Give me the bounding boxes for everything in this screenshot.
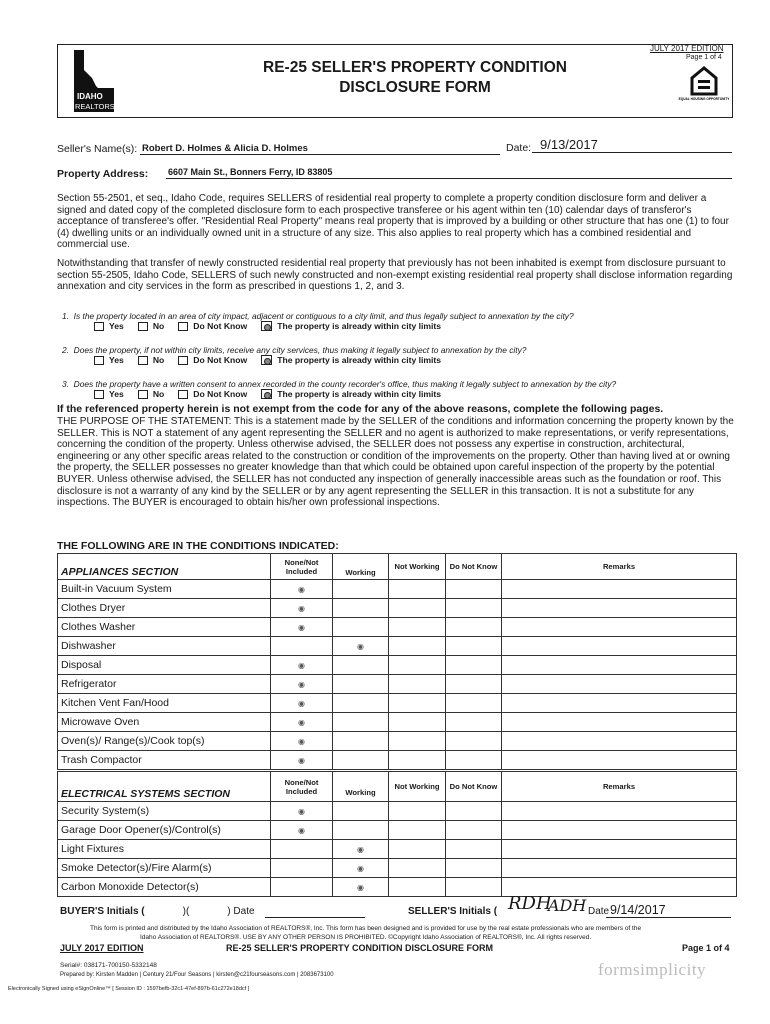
- electrical-row: [58, 840, 737, 859]
- selected-radio-icon: ◉: [298, 584, 305, 594]
- electrical-none-cell[interactable]: [271, 878, 333, 897]
- q3-within-checkbox[interactable]: [261, 389, 272, 399]
- electrical-row: [58, 859, 737, 878]
- appliance-none-cell[interactable]: [271, 675, 333, 694]
- electrical-remarks-cell[interactable]: [502, 821, 737, 840]
- appliance-not-working-cell[interactable]: [389, 656, 446, 675]
- esign-notice: Electronically Signed using eSignOnline™ [ Session ID : 1597befb-32c1-47ef-897b-61c272e18dcf ]: [8, 986, 250, 992]
- electrical-dnk-cell[interactable]: [446, 878, 502, 897]
- appliance-item-label: Built-in Vacuum System: [58, 580, 271, 599]
- appliance-working-cell[interactable]: [333, 580, 389, 599]
- appliance-none-cell[interactable]: [271, 713, 333, 732]
- date-label: Date:: [506, 142, 532, 154]
- electrical-table: [57, 771, 737, 897]
- col-none-2: None/Not Included: [271, 772, 333, 802]
- appliance-none-cell[interactable]: [271, 751, 333, 770]
- col-working-2: Working: [333, 772, 389, 802]
- selected-radio-icon: ◉: [298, 679, 305, 689]
- electrical-working-cell[interactable]: [333, 859, 389, 878]
- q2-dnk-label: Do Not Know: [193, 355, 248, 365]
- intro-paragraph-2: Notwithstanding that transfer of newly constructed residential real property that previously has not been inhabited is exempt from disclosure pursuant to section 55-2505, Idaho Code, SELLERS of such newly constructed and non-exempt existing residential real property shall disclose information regarding annexation and city services in the form as prescribed in questions 1, 2, and 3.: [57, 258, 733, 293]
- selected-radio-icon: ◉: [298, 825, 305, 835]
- appliance-not-working-cell[interactable]: [389, 675, 446, 694]
- seller-name-label: Seller's Name(s):: [57, 143, 138, 155]
- property-address-line: [166, 178, 732, 179]
- appliance-row: [58, 580, 737, 599]
- appliance-not-working-cell[interactable]: [389, 751, 446, 770]
- col-working: Working: [333, 554, 389, 580]
- col-remarks-2: Remarks: [502, 772, 737, 802]
- appliance-dnk-cell[interactable]: [446, 656, 502, 675]
- appliance-none-cell[interactable]: [271, 599, 333, 618]
- seller-name-line: [140, 154, 500, 155]
- question-2-number: 2.: [62, 345, 69, 355]
- selected-radio-icon: ◉: [298, 660, 305, 670]
- question-1-options: [94, 321, 455, 331]
- question-3-options: [94, 389, 455, 399]
- footer-page-number: Page 1 of 4: [682, 943, 730, 953]
- col-not-working-2: Not Working: [389, 772, 446, 802]
- appliance-remarks-cell[interactable]: [502, 599, 737, 618]
- electrical-row: [58, 802, 737, 821]
- appliance-item-label: Clothes Dryer: [58, 599, 271, 618]
- appliance-remarks-cell[interactable]: [502, 675, 737, 694]
- q2-dnk-checkbox[interactable]: [178, 356, 188, 365]
- q2-yes-label: Yes: [109, 355, 124, 365]
- seller-initials-label: SELLER'S Initials (: [408, 906, 498, 917]
- buyer-initials-mid: )(: [182, 906, 190, 917]
- electrical-none-cell[interactable]: [271, 859, 333, 878]
- selected-radio-icon: ◉: [298, 755, 305, 765]
- purpose-paragraph: THE PURPOSE OF THE STATEMENT: This is a statement made by the SELLER of the conditions and information concerning the property known by the SELLER. This is NOT a statement of any agent representing the SELLER and no agent is authorized to make representations, or verify representations, concerning the condition of the property. Unless otherwise advised, the SELLER does not possess any expertise in construction, architectural, engineering or any other specific areas related to the construction or condition of the improvements on the property. Other than having lived at or owning the property, the SELLER possesses no greater knowledge than that which could be obtained upon careful inspection of the property by the potential BUYER. Unless otherwise advised, the SELLER has not conducted any inspection of generally inaccessible areas such as the foundation or roof. This disclosure is not a warranty of any kind by the SELLER or by any agent representing the SELLER in this transaction. It is not a substitute for any inspections. The BUYER is encouraged to obtain his/her own professional inspections.: [57, 416, 734, 509]
- electrical-dnk-cell[interactable]: [446, 821, 502, 840]
- question-3-number: 3.: [62, 379, 69, 389]
- electrical-working-cell[interactable]: [333, 878, 389, 897]
- appliance-not-working-cell[interactable]: [389, 599, 446, 618]
- electrical-none-cell[interactable]: [271, 840, 333, 859]
- q1-yes-label: Yes: [109, 321, 124, 331]
- electrical-dnk-cell[interactable]: [446, 840, 502, 859]
- electrical-working-cell[interactable]: [333, 840, 389, 859]
- logo-text-idaho: IDAHO: [77, 92, 103, 101]
- col-remarks: Remarks: [502, 554, 737, 580]
- question-2: [62, 345, 526, 355]
- selected-radio-icon: ◉: [357, 882, 364, 892]
- appliance-item-label: Dishwasher: [58, 637, 271, 656]
- electrical-row: [58, 821, 737, 840]
- seller-date-value[interactable]: 9/14/2017: [610, 903, 666, 917]
- electrical-item-label: Garage Door Opener(s)/Control(s): [58, 821, 271, 840]
- appliance-row: [58, 751, 737, 770]
- q2-no-checkbox[interactable]: [138, 356, 148, 365]
- q2-no-label: No: [152, 355, 165, 365]
- edition-label: JULY 2017 EDITION: [650, 44, 724, 53]
- date-value[interactable]: 9/13/2017: [540, 137, 598, 152]
- appliance-working-cell[interactable]: [333, 713, 389, 732]
- appliance-dnk-cell[interactable]: [446, 694, 502, 713]
- appliance-working-cell[interactable]: [333, 675, 389, 694]
- q2-yes-checkbox[interactable]: [94, 356, 104, 365]
- selected-radio-icon: ◉: [298, 736, 305, 746]
- idaho-realtors-logo: [66, 48, 118, 116]
- col-dnk-2: Do Not Know: [446, 772, 502, 802]
- appliance-remarks-cell[interactable]: [502, 751, 737, 770]
- formsimplicity-watermark: formsimplicity: [598, 960, 707, 979]
- q3-yes-label: Yes: [109, 389, 124, 399]
- appliance-working-cell[interactable]: [333, 599, 389, 618]
- appliance-not-working-cell[interactable]: [389, 618, 446, 637]
- question-2-text: Does the property, if not within city limits, receive any city services, thus making it legally subject to annexation by the city?: [73, 345, 527, 355]
- electrical-not-working-cell[interactable]: [389, 840, 446, 859]
- footer-notice-1: This form is printed and distributed by the Idaho Association of REALTORS®, Inc. This form has been designed and is provided for use by the real estate professionals who are members of the: [90, 925, 642, 932]
- intro-paragraph: Section 55-2501, et seq., Idaho Code, requires SELLERS of residential real property to complete a property condition disclosure form and deliver a signed and dated copy of the completed disclosure form to each prospective transferee or his agent within ten (10) calendar days of transferor's acceptance of transferee's offer. "Residential Real Property" means real property that is improved by a building or other structure that has one (1) to four (4) dwelling units or an individually owned unit in a structure of any size. This also applies to real property which has a combined residential and commercial use.: [57, 193, 729, 251]
- seller-signature-1[interactable]: RDH: [508, 893, 552, 914]
- selected-radio-icon: ◉: [357, 844, 364, 854]
- electrical-row: [58, 878, 737, 897]
- electrical-not-working-cell[interactable]: [389, 802, 446, 821]
- appliance-remarks-cell[interactable]: [502, 732, 737, 751]
- appliance-none-cell[interactable]: [271, 694, 333, 713]
- form-title-line1: RE-25 SELLER'S PROPERTY CONDITION: [263, 59, 567, 76]
- appliance-row: [58, 732, 737, 751]
- electrical-not-working-cell[interactable]: [389, 878, 446, 897]
- footer-serial: Serial#: 038171-700150-5332148: [60, 962, 157, 969]
- page-number-top: Page 1 of 4: [686, 54, 722, 61]
- seller-name-value[interactable]: Robert D. Holmes & Alicia D. Holmes: [142, 143, 308, 154]
- appliance-working-cell[interactable]: [333, 732, 389, 751]
- appliance-remarks-cell[interactable]: [502, 637, 737, 656]
- electrical-working-cell[interactable]: [333, 802, 389, 821]
- electrical-not-working-cell[interactable]: [389, 859, 446, 878]
- buyer-initials-open: BUYER'S Initials (: [60, 906, 145, 917]
- electrical-none-cell[interactable]: [271, 821, 333, 840]
- appliance-dnk-cell[interactable]: [446, 751, 502, 770]
- question-1: [62, 311, 574, 321]
- appliance-none-cell[interactable]: [271, 656, 333, 675]
- appliance-none-cell[interactable]: [271, 732, 333, 751]
- appliance-row: [58, 713, 737, 732]
- logo-text-realtors: REALTORS: [75, 102, 115, 111]
- date-line: [532, 152, 732, 153]
- exempt-notice: If the referenced property herein is not exempt from the code for any of the above reasons, complete the following pages.: [57, 403, 664, 415]
- appliance-not-working-cell[interactable]: [389, 580, 446, 599]
- appliance-working-cell[interactable]: [333, 751, 389, 770]
- appliances-rows: [58, 580, 737, 770]
- electrical-not-working-cell[interactable]: [389, 821, 446, 840]
- conditions-heading: THE FOLLOWING ARE IN THE CONDITIONS INDICATED:: [57, 540, 339, 552]
- appliance-dnk-cell[interactable]: [446, 675, 502, 694]
- footer-form-name: RE-25 SELLER'S PROPERTY CONDITION DISCLOSURE FORM: [226, 943, 494, 953]
- q1-no-label: No: [152, 321, 165, 331]
- appliance-item-label: Kitchen Vent Fan/Hood: [58, 694, 271, 713]
- appliance-row: [58, 656, 737, 675]
- appliance-remarks-cell[interactable]: [502, 580, 737, 599]
- appliance-item-label: Clothes Washer: [58, 618, 271, 637]
- appliance-dnk-cell[interactable]: [446, 599, 502, 618]
- q1-dnk-label: Do Not Know: [193, 321, 248, 331]
- electrical-remarks-cell[interactable]: [502, 802, 737, 821]
- property-address-value[interactable]: 6607 Main St., Bonners Ferry, ID 83805: [168, 167, 333, 177]
- eho-label: EQUAL HOUSING OPPORTUNITY: [678, 97, 730, 101]
- appliance-working-cell[interactable]: [333, 694, 389, 713]
- footer-edition: JULY 2017 EDITION: [60, 943, 144, 953]
- appliance-not-working-cell[interactable]: [389, 713, 446, 732]
- q3-dnk-checkbox[interactable]: [178, 390, 188, 399]
- appliances-table: [57, 553, 737, 770]
- buyer-date-label: ) Date: [227, 906, 255, 917]
- q1-within-checkbox[interactable]: [261, 321, 272, 331]
- appliance-row: [58, 675, 737, 694]
- question-3: [62, 379, 616, 389]
- seller-date-label: Date: [588, 906, 610, 917]
- electrical-dnk-cell[interactable]: [446, 859, 502, 878]
- q2-within-label: The property is already within city limits: [277, 355, 442, 365]
- property-address-label: Property Address:: [57, 168, 149, 180]
- appliance-row: [58, 599, 737, 618]
- buyer-initials-label: [60, 906, 255, 917]
- appliance-item-label: Oven(s)/ Range(s)/Cook top(s): [58, 732, 271, 751]
- electrical-remarks-cell[interactable]: [502, 859, 737, 878]
- appliance-working-cell[interactable]: [333, 637, 389, 656]
- form-title: [180, 58, 650, 98]
- appliance-item-label: Microwave Oven: [58, 713, 271, 732]
- electrical-item-label: Light Fixtures: [58, 840, 271, 859]
- appliance-working-cell[interactable]: [333, 656, 389, 675]
- q3-dnk-label: Do Not Know: [193, 389, 248, 399]
- electrical-none-cell[interactable]: [271, 802, 333, 821]
- q3-no-label: No: [152, 389, 165, 399]
- q2-within-checkbox[interactable]: [261, 355, 272, 365]
- q1-within-label: The property is already within city limits: [277, 321, 442, 331]
- selected-radio-icon: ◉: [298, 717, 305, 727]
- q1-dnk-checkbox[interactable]: [178, 322, 188, 331]
- appliance-dnk-cell[interactable]: [446, 713, 502, 732]
- appliance-none-cell[interactable]: [271, 637, 333, 656]
- appliance-working-cell[interactable]: [333, 618, 389, 637]
- question-3-text: Does the property have a written consent to annex recorded in the county recorder's office, thus making it legally subject to annexation by the city?: [73, 379, 617, 389]
- electrical-item-label: Carbon Monoxide Detector(s): [58, 878, 271, 897]
- appliance-row: [58, 618, 737, 637]
- electrical-dnk-cell[interactable]: [446, 802, 502, 821]
- appliance-not-working-cell[interactable]: [389, 694, 446, 713]
- appliance-dnk-cell[interactable]: [446, 618, 502, 637]
- col-not-working: Not Working: [389, 554, 446, 580]
- question-1-number: 1.: [62, 311, 69, 321]
- col-none: None/Not Included: [271, 554, 333, 580]
- appliance-dnk-cell[interactable]: [446, 580, 502, 599]
- electrical-section-title: ELECTRICAL SYSTEMS SECTION: [58, 772, 271, 802]
- appliance-row: [58, 694, 737, 713]
- selected-radio-icon: ◉: [357, 641, 364, 651]
- question-1-text: Is the property located in an area of city impact, adjacent or contiguous to a city limit, and thus legally subject to annexation by the city?: [73, 311, 574, 321]
- appliance-none-cell[interactable]: [271, 618, 333, 637]
- q1-yes-checkbox[interactable]: [94, 322, 104, 331]
- footer-prepared-by: Prepared by: Kirsten Madden | Century 21/Four Seasons | kirsten@c21fourseasons.com | 2083673100: [60, 972, 334, 978]
- footer-notice-2: Idaho Association of REALTORS®. USE BY ANY OTHER PERSON IS PROHIBITED. ©Copyright Idaho Association of REALTORS®, Inc. All rights reserved.: [140, 934, 592, 941]
- electrical-remarks-cell[interactable]: [502, 840, 737, 859]
- appliance-remarks-cell[interactable]: [502, 694, 737, 713]
- q3-yes-checkbox[interactable]: [94, 390, 104, 399]
- seller-signature-2[interactable]: ADH: [548, 896, 587, 915]
- appliance-remarks-cell[interactable]: [502, 713, 737, 732]
- question-2-options: [94, 355, 455, 365]
- appliance-item-label: Refrigerator: [58, 675, 271, 694]
- appliance-item-label: Disposal: [58, 656, 271, 675]
- electrical-working-cell[interactable]: [333, 821, 389, 840]
- electrical-item-label: Smoke Detector(s)/Fire Alarm(s): [58, 859, 271, 878]
- selected-radio-icon: ◉: [298, 603, 305, 613]
- electrical-item-label: Security System(s): [58, 802, 271, 821]
- q3-no-checkbox[interactable]: [138, 390, 148, 399]
- appliance-none-cell[interactable]: [271, 580, 333, 599]
- col-dnk: Do Not Know: [446, 554, 502, 580]
- buyer-date-line: [265, 917, 365, 918]
- equal-housing-icon: [678, 66, 730, 106]
- appliance-not-working-cell[interactable]: [389, 637, 446, 656]
- q1-no-checkbox[interactable]: [138, 322, 148, 331]
- electrical-rows: [58, 802, 737, 897]
- q3-within-label: The property is already within city limits: [277, 389, 442, 399]
- selected-radio-icon: ◉: [357, 863, 364, 873]
- appliance-remarks-cell[interactable]: [502, 618, 737, 637]
- appliance-dnk-cell[interactable]: [446, 732, 502, 751]
- appliance-item-label: Trash Compactor: [58, 751, 271, 770]
- appliance-dnk-cell[interactable]: [446, 637, 502, 656]
- appliance-remarks-cell[interactable]: [502, 656, 737, 675]
- selected-radio-icon: ◉: [298, 806, 305, 816]
- selected-radio-icon: ◉: [298, 698, 305, 708]
- appliances-section-title: APPLIANCES SECTION: [58, 554, 271, 580]
- form-title-line2: DISCLOSURE FORM: [339, 79, 491, 96]
- selected-radio-icon: ◉: [298, 622, 305, 632]
- appliance-not-working-cell[interactable]: [389, 732, 446, 751]
- seller-date-line: [606, 917, 731, 918]
- appliance-row: [58, 637, 737, 656]
